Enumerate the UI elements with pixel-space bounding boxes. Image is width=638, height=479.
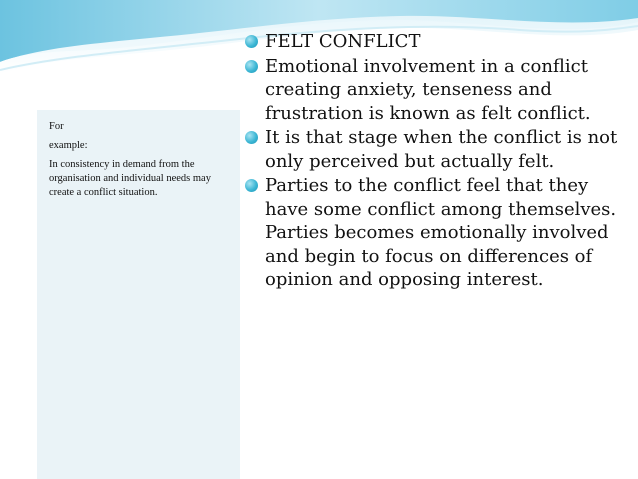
bullet-text: Emotional involvement in a conflict creating anxiety, tenseness and frustration is known as felt conflict. — [265, 55, 591, 124]
bullet-icon — [245, 35, 258, 48]
bullet-item — [243, 55, 633, 126]
bullet-list — [243, 30, 633, 293]
bullet-text: Parties to the conflict feel that they have some conflict among themselves. Parties becomes emotionally involved and begin to focus on differences of opinion and opposing interest. — [265, 175, 617, 290]
side-note — [49, 120, 235, 205]
bullet-text: FELT CONFLICT — [265, 31, 421, 52]
bullet-text: It is that stage when the conflict is not only perceived but actually felt. — [265, 127, 618, 172]
side-note-label-for: For — [49, 121, 64, 132]
bullet-icon — [245, 131, 258, 144]
bullet-item — [243, 126, 633, 173]
bullet-icon — [245, 179, 258, 192]
bullet-item — [243, 30, 633, 54]
bullet-icon — [245, 60, 258, 73]
side-note-label-example: example: — [49, 140, 88, 151]
bullet-item — [243, 174, 633, 292]
side-note-body: In consistency in demand from the organisation and individual needs may create a conflict situation. — [49, 159, 211, 198]
